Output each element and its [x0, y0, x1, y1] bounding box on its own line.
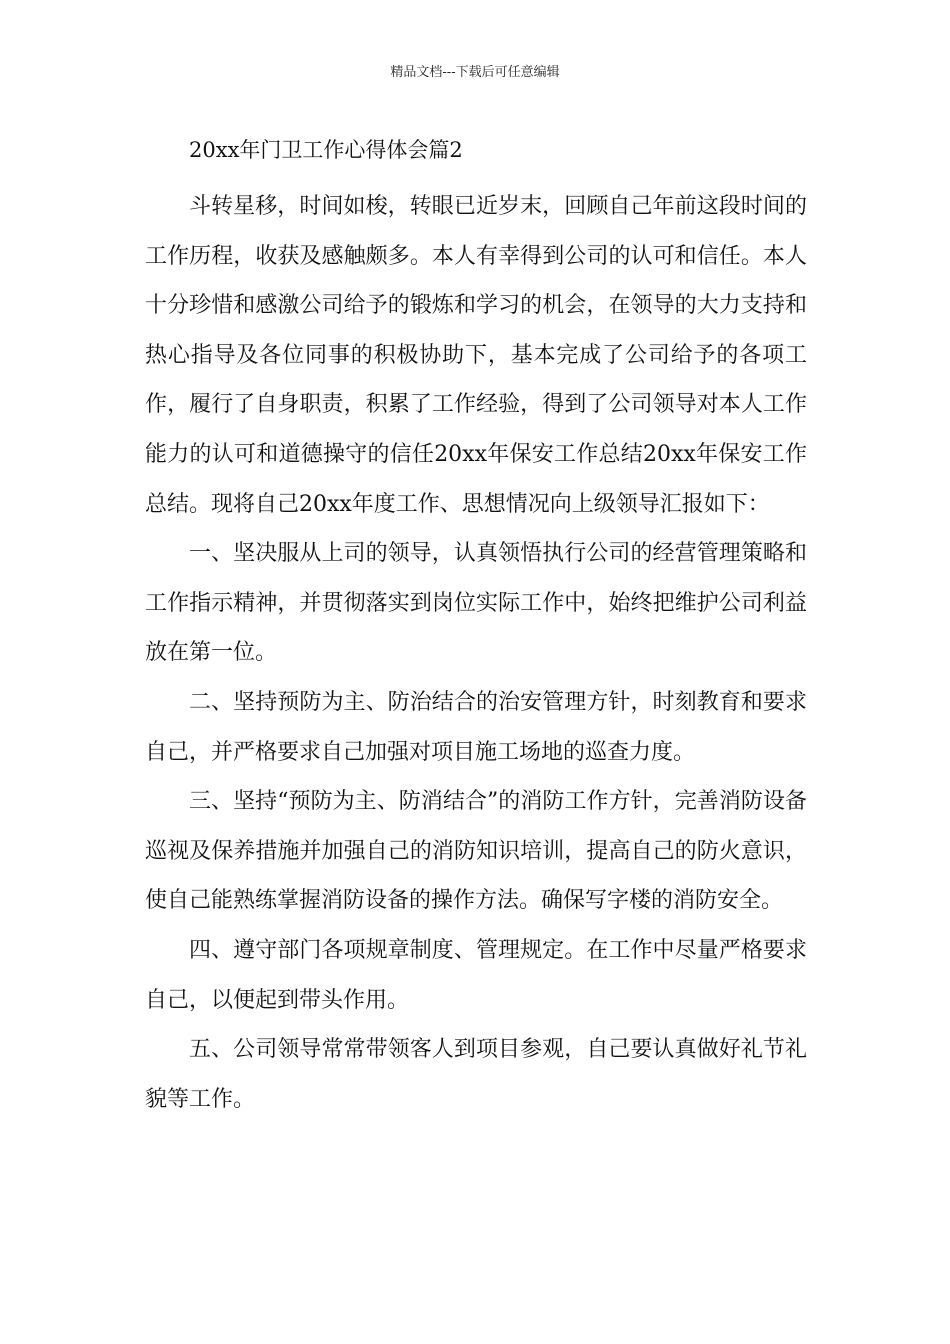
paragraph-item-4: 四、遵守部门各项规章制度、管理规定。在工作中尽量严格要求自己，以便起到带头作用。 — [145, 937, 807, 1013]
document-title: 20xx年门卫工作心得体会篇2 — [189, 138, 463, 162]
document-body — [145, 130, 807, 1124]
page-header: 精品文档---下载后可任意编辑 — [390, 65, 560, 80]
paragraph-item-3: 三、坚持“预防为主、防消结合”的消防工作方针，完善消防设备巡视及保养措施并加强自己的消防知识培训，提高自己的防火意识，使自己能熟练掌握消防设备的操作方法。确保写字楼的消防安全。 — [145, 789, 807, 914]
paragraph-item-2: 二、坚持预防为主、防治结合的治安管理方针，时刻教育和要求自己，并严格要求自己加强对项目施工场地的巡查力度。 — [145, 689, 807, 765]
paragraph-item-1: 一、坚决服从上司的领导，认真领悟执行公司的经营管理策略和工作指示精神，并贯彻落实到岗位实际工作中，始终把维护公司利益放在第一位。 — [145, 541, 807, 666]
paragraph-item-5: 五、公司领导常常带领客人到项目参观，自己要认真做好礼节礼貌等工作。 — [145, 1037, 807, 1112]
paragraph-intro: 斗转星移，时间如梭，转眼已近岁末，回顾自己年前这段时间的工作历程，收获及感触颇多。本人有幸得到公司的认可和信任。本人十分珍惜和感激公司给予的锻炼和学习的机会，在领导的大力支持和热心指导及各位同事的积极协助下，基本完成了公司给予的各项工作，履行了自身职责，积累了工作经验，得到了公司领导对本人工作能力的认可和道德操守的信任20xx年保安工作总结20xx年保安工作总结。现将自己20xx年度工作、思想情况向上级领导汇报如下： — [145, 194, 807, 517]
